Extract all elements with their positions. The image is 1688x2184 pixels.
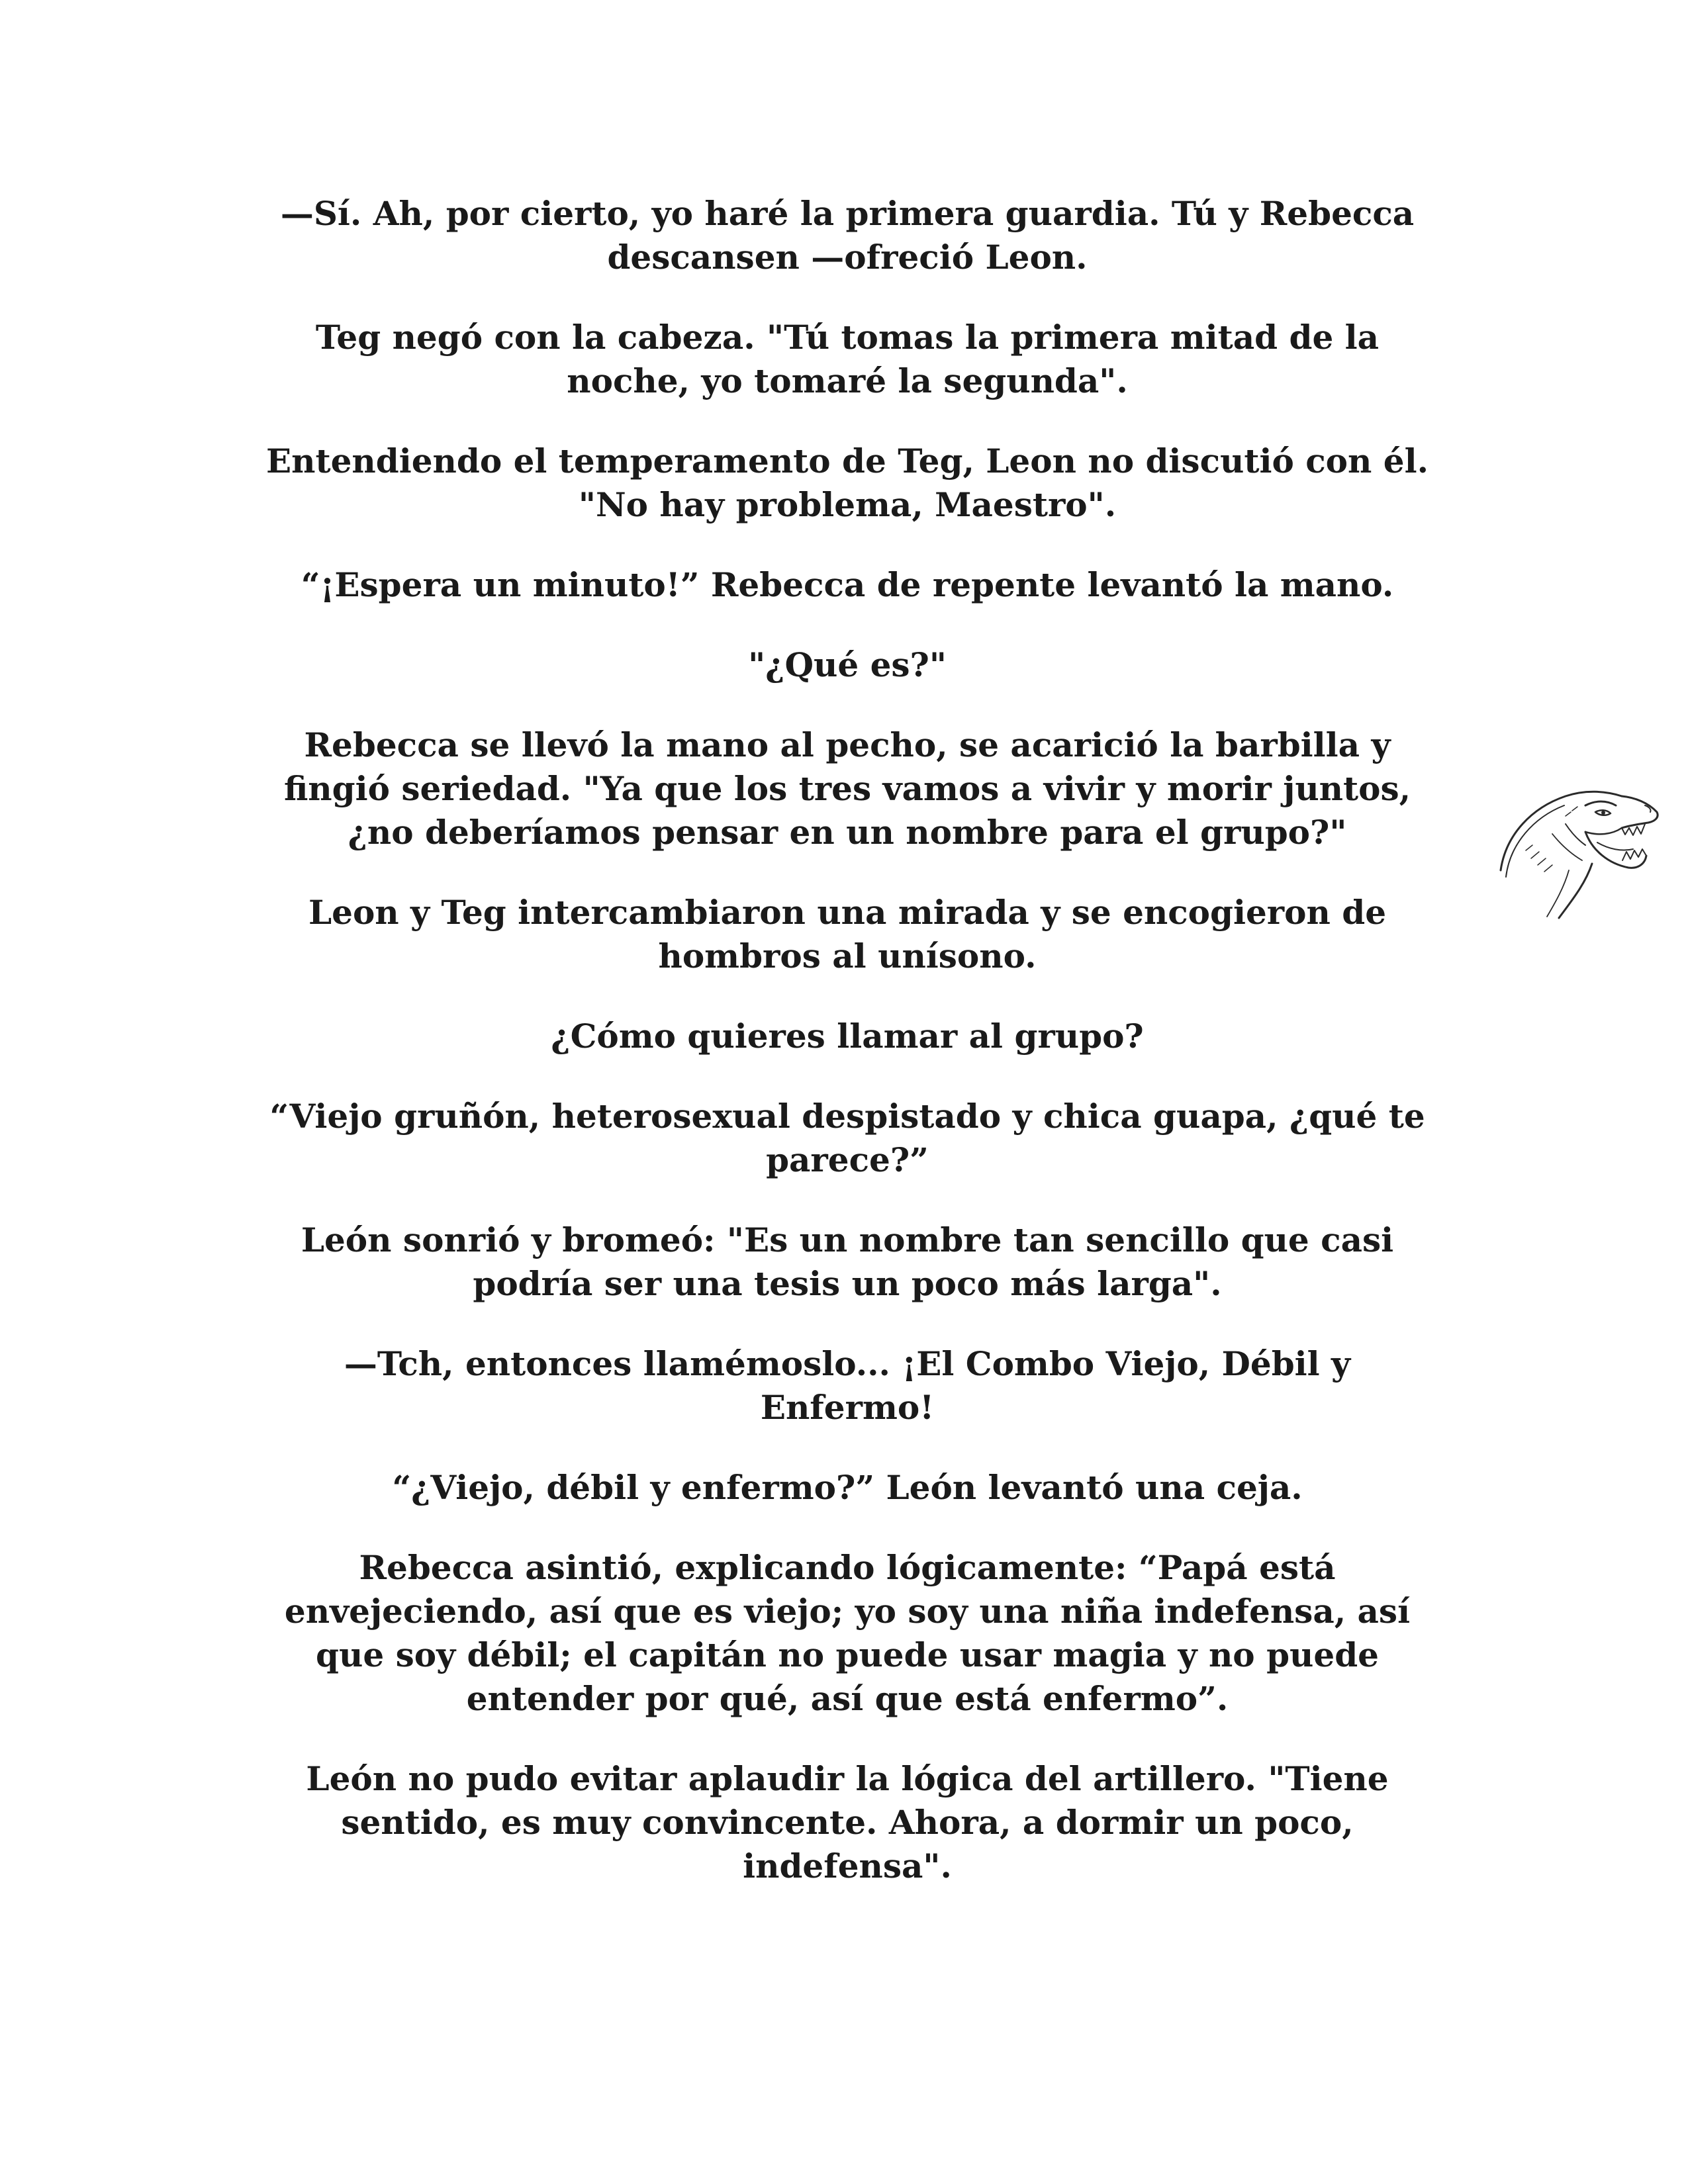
paragraph <box>218 723 1476 854</box>
paragraph <box>218 192 1476 279</box>
paragraph-line: envejeciendo, así que es viejo; yo soy una niña indefensa, así <box>284 1592 1411 1631</box>
paragraph <box>218 439 1476 527</box>
paragraph-line: Teg negó con la cabeza. "Tú tomas la primera mitad de la <box>315 318 1380 357</box>
paragraph-line: Entendiendo el temperamento de Teg, Leon no discutió con él. <box>266 441 1429 480</box>
paragraph-line: noche, yo tomaré la segunda". <box>567 361 1128 400</box>
paragraph-line: León sonrió y bromeó: "Es un nombre tan sencillo que casi <box>301 1220 1394 1259</box>
paragraph <box>218 316 1476 403</box>
paragraph-line: —Tch, entonces llamémoslo... ¡El Combo Viejo, Débil y <box>344 1344 1351 1383</box>
paragraph-line: podría ser una tesis un poco más larga". <box>473 1264 1222 1303</box>
paragraph-line: —Sí. Ah, por cierto, yo haré la primera guardia. Tú y Rebecca <box>280 194 1415 233</box>
paragraph-line: indefensa". <box>743 1846 952 1886</box>
paragraph <box>218 1015 1476 1058</box>
paragraph <box>218 1546 1476 1721</box>
paragraph-line: "No hay problema, Maestro". <box>578 485 1117 524</box>
paragraph <box>218 1757 1476 1888</box>
paragraph <box>218 563 1476 607</box>
story-text <box>218 192 1476 1925</box>
paragraph-line: Rebecca se llevó la mano al pecho, se acarició la barbilla y <box>304 725 1391 764</box>
paragraph-line: “Viejo gruñón, heterosexual despistado y chica guapa, ¿qué te <box>269 1097 1425 1136</box>
paragraph-line: "¿Qué es?" <box>748 645 947 684</box>
paragraph-line: Leon y Teg intercambiaron una mirada y se encogieron de <box>308 893 1387 932</box>
paragraph-line: que soy débil; el capitán no puede usar magia y no puede <box>316 1635 1379 1674</box>
paragraph <box>218 891 1476 978</box>
paragraph-line: Rebecca asintió, explicando lógicamente: “Papá está <box>359 1548 1336 1587</box>
paragraph-line: hombros al unísono. <box>658 936 1037 976</box>
paragraph-line: entender por qué, así que está enfermo”. <box>466 1679 1229 1718</box>
paragraph-line: parece?” <box>766 1140 929 1179</box>
paragraph <box>218 1218 1476 1306</box>
paragraph-line: fingió seriedad. "Ya que los tres vamos a vivir y morir juntos, <box>283 769 1411 808</box>
paragraph-line: ¿no deberíamos pensar en un nombre para el grupo?" <box>348 813 1347 852</box>
paragraph-line: ¿Cómo quieres llamar al grupo? <box>551 1017 1144 1056</box>
paragraph-line: Enfermo! <box>760 1388 935 1427</box>
paragraph <box>218 1466 1476 1510</box>
paragraph <box>218 1095 1476 1182</box>
paragraph <box>218 1342 1476 1430</box>
dinosaur-head-sketch-icon <box>1486 771 1665 927</box>
paragraph-line: sentido, es muy convincente. Ahora, a dormir un poco, <box>341 1803 1354 1842</box>
paragraph-line: “¡Espera un minuto!” Rebecca de repente levantó la mano. <box>301 565 1394 604</box>
paragraph-line: descansen —ofreció Leon. <box>607 238 1088 277</box>
paragraph-line: León no pudo evitar aplaudir la lógica del artillero. "Tiene <box>306 1759 1389 1798</box>
paragraph <box>218 643 1476 687</box>
paragraph-line: “¿Viejo, débil y enfermo?” León levantó una ceja. <box>392 1468 1303 1507</box>
